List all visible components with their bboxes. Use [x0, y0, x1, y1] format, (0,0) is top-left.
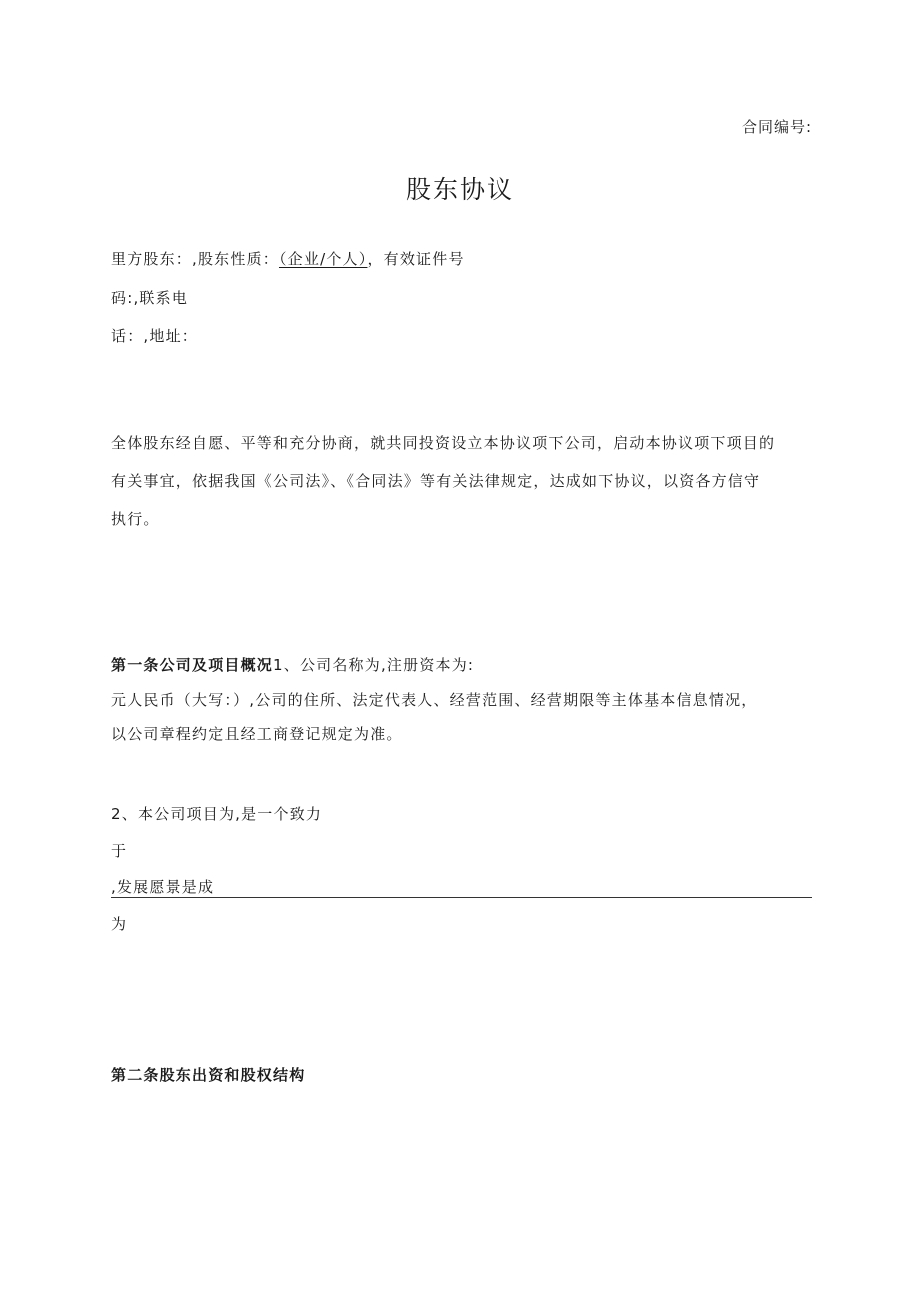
preamble-line-3: 执行。 — [111, 510, 160, 528]
party-line-3: 话：,地址： — [111, 327, 198, 345]
party-nature-field: （企业/个人） — [278, 250, 368, 268]
party-line-1 — [111, 248, 465, 269]
party-line-1-prefix: 里方股东：,股东性质： — [111, 250, 279, 268]
preamble-line-2: 有关事宜，依据我国《公司法》、《合同法》等有关法律规定，达成如下协议，以资各方信守 — [111, 472, 761, 490]
contract-number-label: 合同编号: — [741, 118, 812, 136]
article-1-item-2-line-1: 2、本公司项目为,是一个致力 — [111, 805, 323, 823]
preamble-line-1: 全体股东经自愿、平等和充分协商，就共同投资设立本协议项下公司，启动本协议项下项目的 — [111, 434, 776, 452]
article-1-heading-line — [111, 654, 474, 675]
article-1-item-2-line-3: ,发展愿景是成 — [111, 878, 215, 896]
article-1-item-2-line-2: 于 — [111, 842, 128, 860]
article-1-heading: 第一条公司及项目概况 — [111, 656, 274, 674]
underline-rule — [111, 897, 812, 898]
article-1-line-3: 以公司章程约定且经工商登记规定为准。 — [111, 725, 403, 743]
article-1-item-2-line-4: 为 — [111, 915, 128, 933]
party-line-1-suffix: ，有效证件号 — [367, 250, 465, 268]
article-2-heading: 第二条股东出资和股权结构 — [111, 1066, 306, 1084]
document-title: 股东协议 — [405, 175, 514, 204]
party-line-2: 码:,联系电 — [111, 289, 189, 307]
article-1-line-2: 元人民币（大写：）,公司的住所、法定代表人、经营范围、经营期限等主体基本信息情况， — [111, 691, 758, 709]
article-1-item-1: 1、公司名称为,注册资本为: — [273, 656, 475, 674]
